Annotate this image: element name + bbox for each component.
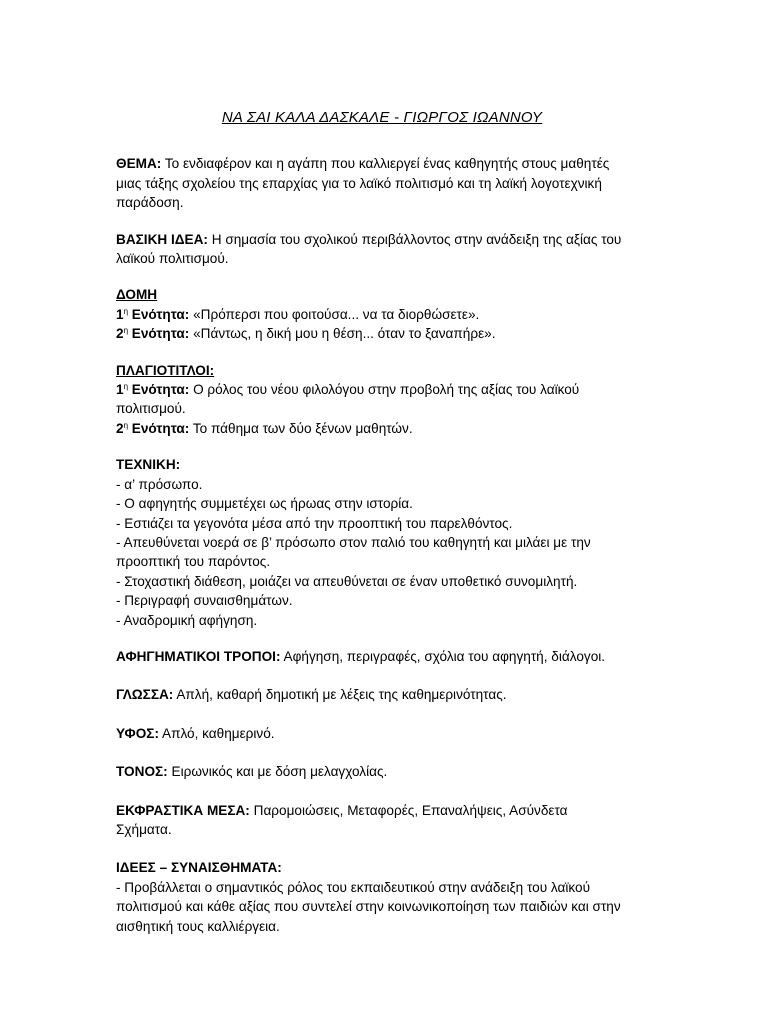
plagiotitloi-section	[116, 361, 648, 439]
tonos-section	[116, 762, 648, 781]
techniki-line: - Περιγραφή συναισθημάτων.	[116, 593, 293, 609]
document-title: ΝΑ ΣΑΙ ΚΑΛΑ ΔΑΣΚΑΛΕ - ΓΙΩΡΓΟΣ ΙΩΑΝΝΟΥ	[221, 109, 543, 126]
vasiki-idea-line-2: λαϊκού πολιτισμού.	[116, 251, 229, 267]
techniki-line: - Απευθύνεται νοερά σε β’ πρόσωπο στον παλιό του καθηγητή και μιλάει με την	[116, 534, 591, 550]
thema-line-3: παράδοση.	[116, 195, 184, 211]
idees-line: αισθητική τους καλλιέργεια.	[116, 918, 280, 934]
plagiotitloi-item-1: $1^\eta$ Ενότητα: Ο ρόλος του νέου φιλολόγου στην προβολή της αξίας του λαϊκού	[116, 382, 580, 398]
ekfrastika-section	[116, 801, 648, 840]
thema-section	[116, 154, 648, 212]
techniki-line: - Αναδρομική αφήγηση.	[116, 612, 258, 628]
glossa-text: Απλή, καθαρή δημοτική με λέξεις της καθημερινότητας.	[176, 687, 507, 703]
domi-item-2: $2^\eta$ Ενότητα: «Πάντως, η δική μου η θέση... όταν το ξαναπήρε».	[116, 326, 496, 342]
thema-line-1: Το ενδιαφέρον και η αγάπη που καλλιεργεί ένας καθηγητής στους μαθητές	[164, 156, 610, 172]
ekfrastika-label: ΕΚΦΡΑΣΤΙΚΑ ΜΕΣΑ:	[116, 802, 250, 818]
yfos-label: ΥΦΟΣ:	[116, 725, 159, 741]
techniki-line: - α’ πρόσωπο.	[116, 476, 203, 492]
tonos-text: Ειρωνικός και με δόση μελαγχολίας.	[171, 764, 388, 780]
domi-heading: ΔΟΜΗ	[116, 287, 158, 303]
vasiki-idea-line-1: Η σημασία του σχολικού περιβάλλοντος στην ανάδειξη της αξίας του	[211, 231, 622, 247]
yfos-section	[116, 724, 648, 743]
tonos-label: ΤΟΝΟΣ:	[116, 764, 168, 780]
idees-line: - Προβάλλεται ο σημαντικός ρόλος του εκπαιδευτικού στην ανάδειξη του λαϊκού	[116, 879, 591, 895]
thema-label: ΘΕΜΑ:	[116, 156, 162, 172]
idees-heading: ΙΔΕΕΣ – ΣΥΝΑΙΣΘΗΜΑΤΑ:	[116, 860, 282, 876]
afigimatikoi-section	[116, 647, 648, 666]
domi-section	[116, 285, 648, 343]
plagiotitloi-item-1-cont: πολιτισμού.	[116, 401, 186, 417]
plagiotitloi-item-2: $2^\eta$ Ενότητα: Το πάθημα των δύο ξένων μαθητών.	[116, 420, 413, 436]
idees-section	[116, 858, 648, 936]
thema-line-2: μιας τάξης σχολείου της επαρχίας για το λαϊκό πολιτισμό και τη λαϊκή λογοτεχνική	[116, 175, 602, 191]
techniki-line: - Ο αφηγητής συμμετέχει ως ήρωας στην ιστορία.	[116, 496, 413, 512]
ekfrastika-cont: Σχήματα.	[116, 821, 172, 837]
afigimatikoi-text: Αφήγηση, περιγραφές, σχόλια του αφηγητή, διάλογοι.	[283, 648, 606, 664]
yfos-text: Απλό, καθημερινό.	[162, 725, 275, 741]
plagiotitloi-heading: ΠΛΑΓΙΟΤΙΤΛΟΙ:	[116, 362, 215, 378]
idees-line: πολιτισμού και κάθε αξίας που συντελεί στην κοινωνικοποίηση των παιδιών και στην	[116, 899, 621, 915]
domi-item-1: $1^\eta$ Ενότητα: «Πρόπερσι που φοιτούσα... να τα διορθώσετε».	[116, 306, 480, 322]
techniki-line: προοπτική του παρόντος.	[116, 554, 271, 570]
ekfrastika-text: Παρομοιώσεις, Μεταφορές, Επαναλήψεις, Ασύνδετα	[253, 802, 568, 818]
vasiki-idea-label: ΒΑΣΙΚΗ ΙΔΕΑ:	[116, 231, 208, 247]
techniki-line: - Στοχαστική διάθεση, μοιάζει να απευθύνεται σε έναν υποθετικό συνομιλητή.	[116, 573, 578, 589]
afigimatikoi-label: ΑΦΗΓΗΜΑΤΙΚΟΙ ΤΡΟΠΟΙ:	[116, 648, 281, 664]
techniki-line: - Εστιάζει τα γεγονότα μέσα από την προοπτική του παρελθόντος.	[116, 515, 513, 531]
techniki-heading: ΤΕΧΝΙΚΗ:	[116, 457, 181, 473]
glossa-label: ΓΛΩΣΣΑ:	[116, 687, 174, 703]
glossa-section	[116, 685, 648, 704]
vasiki-idea-section	[116, 230, 648, 269]
techniki-section	[116, 455, 648, 630]
